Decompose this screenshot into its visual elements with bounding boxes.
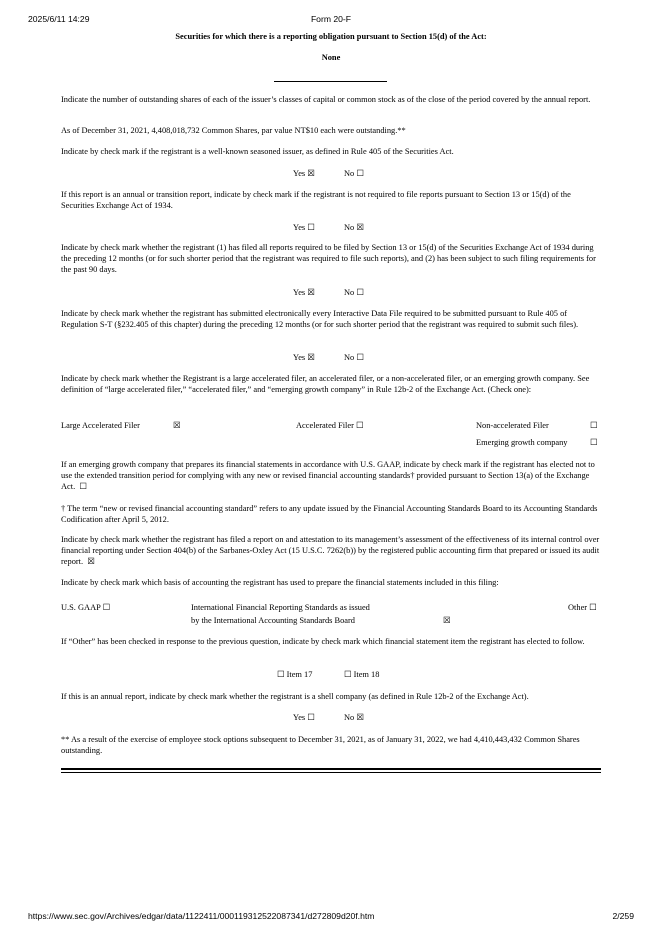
wksi-no-checkbox[interactable]: No ☐ — [344, 169, 364, 178]
interactive-data-yes-checkbox[interactable]: Yes ☒ — [293, 353, 315, 362]
outstanding-shares-text: Indicate the number of outstanding shares of each of the issuer’s classes of capital or common stock as of the close of the period covered by the annual report. — [61, 95, 591, 104]
emerging-transition-text — [61, 459, 601, 493]
not-required-text: If this report is an annual or transition report, indicate by check mark if the registrant is not required to file reports pursuant to Section 13 or 15(d) of the Securities Exchange Act of 1934. — [61, 190, 571, 211]
divider-short — [274, 81, 387, 82]
item18-checkbox[interactable]: ☐ Item 18 — [344, 670, 380, 679]
print-url: https://www.sec.gov/Archives/edgar/data/1122411/000119312522087341/d272809d20f.htm — [28, 911, 375, 921]
dagger-footnote: † The term “new or revised financial accounting standard” refers to any update issued by the Financial Accounting Standards Board to its Accounting Standards Codification after April 5, 2012. — [61, 504, 598, 525]
emerging-transition-label: If an emerging growth company that prepares its financial statements in accordance with U.S. GAAP, indicate by check mark if the registrant has elected not to use the extended transition period for complying with any new or revised financial accounting standards† provided pursuant to Section 13(a) of the Exchange Act. — [61, 460, 595, 492]
star-footnote: ** As a result of the exercise of employee stock options subsequent to December 31, 2021, as of January 31, 2022, we had 4,410,443,432 Common Shares outstanding. — [61, 735, 580, 756]
as-of-text: As of December 31, 2021, 4,408,018,732 Common Shares, par value NT$10 each were outstanding.** — [61, 126, 406, 135]
non-accelerated-filer-checkbox[interactable]: ☐ — [590, 421, 598, 430]
icfr-checkbox[interactable]: ☒ — [87, 557, 95, 567]
section-value: None — [321, 53, 341, 62]
print-form-title: Form 20-F — [310, 14, 352, 24]
filed-reports-text: Indicate by check mark whether the registrant (1) has filed all reports required to be filed by Section 13 or 15(d) of the Securities Exchange Act of 1934 during the preceding 12 months (or for such shorter period that the registrant was required to file such reports), and (2) has been subject to such filing requirements for the past 90 days. — [61, 243, 596, 275]
shell-text: If this is an annual report, indicate by check mark whether the registrant is a shell company (as defined in Rule 12b-2 of the Exchange Act). — [61, 692, 529, 701]
not-required-no-checkbox[interactable]: No ☒ — [344, 223, 364, 232]
print-datetime: 2025/6/11 14:29 — [28, 14, 90, 24]
wksi-yes-checkbox[interactable]: Yes ☒ — [293, 169, 315, 178]
accelerated-filer-checkbox[interactable]: Accelerated Filer ☐ — [296, 421, 364, 430]
large-accelerated-filer-checkbox[interactable]: ☒ — [173, 421, 181, 430]
large-accelerated-filer-label: Large Accelerated Filer — [61, 421, 140, 430]
item17-checkbox[interactable]: ☐ Item 17 — [277, 670, 313, 679]
emerging-growth-label: Emerging growth company — [476, 438, 568, 447]
shell-yes-checkbox[interactable]: Yes ☐ — [293, 713, 315, 722]
section-title: Securities for which there is a reporting obligation pursuant to Section 15(d) of the Act: — [175, 32, 487, 41]
basis-text: Indicate by check mark which basis of accounting the registrant has used to prepare the financial statements included in this filing: — [61, 578, 499, 587]
interactive-data-no-checkbox[interactable]: No ☐ — [344, 353, 364, 362]
filed-reports-yes-checkbox[interactable]: Yes ☒ — [293, 288, 315, 297]
filer-type-text: Indicate by check mark whether the Registrant is a large accelerated filer, an accelerated filer, or a non-accelerated filer, or an emerging growth company. See definition of “large accelerated filer,” “accelerated filer,” and “emerging growth company” in Rule 12b-2 of the Exchange Act. (Check one): — [61, 374, 590, 395]
shell-no-checkbox[interactable]: No ☒ — [344, 713, 364, 722]
ifrs-checkbox[interactable]: ☒ — [443, 616, 451, 625]
icfr-text — [61, 534, 601, 568]
not-required-yes-checkbox[interactable]: Yes ☐ — [293, 223, 315, 232]
filed-reports-no-checkbox[interactable]: No ☐ — [344, 288, 364, 297]
divider-double-top — [61, 768, 601, 770]
emerging-growth-checkbox[interactable]: ☐ — [590, 438, 598, 447]
emerging-transition-checkbox[interactable]: ☐ — [79, 482, 87, 492]
non-accelerated-filer-label: Non-accelerated Filer — [476, 421, 549, 430]
print-page-number: 2/259 — [612, 911, 634, 921]
interactive-data-text: Indicate by check mark whether the registrant has submitted electronically every Interactive Data File required to be submitted pursuant to Rule 405 of Regulation S-T (§232.405 of this chapter) during the preceding 12 months (or for such shorter period that the registrant was required to submit such files). — [61, 309, 579, 330]
divider-double-bottom — [61, 772, 601, 773]
icfr-label: Indicate by check mark whether the registrant has filed a report on and attestation to its management’s assessment of the effectiveness of its internal control over financial reporting under Section 404(b) of the Sarbanes-Oxley Act (15 U.S.C. 7262(b)) by the registered public accounting firm that prepared or issued its audit report. — [61, 535, 600, 567]
other-item-text: If “Other” has been checked in response to the previous question, indicate by check mark which financial statement item the registrant has elected to follow. — [61, 637, 585, 646]
other-checkbox[interactable]: Other ☐ — [568, 603, 597, 612]
us-gaap-checkbox[interactable]: U.S. GAAP ☐ — [61, 603, 111, 612]
wksi-text: Indicate by check mark if the registrant is a well-known seasoned issuer, as defined in Rule 405 of the Securities Act. — [61, 147, 454, 156]
ifrs-label-line1: International Financial Reporting Standards as issued — [191, 603, 370, 612]
ifrs-label-line2: by the International Accounting Standards Board — [191, 616, 355, 625]
